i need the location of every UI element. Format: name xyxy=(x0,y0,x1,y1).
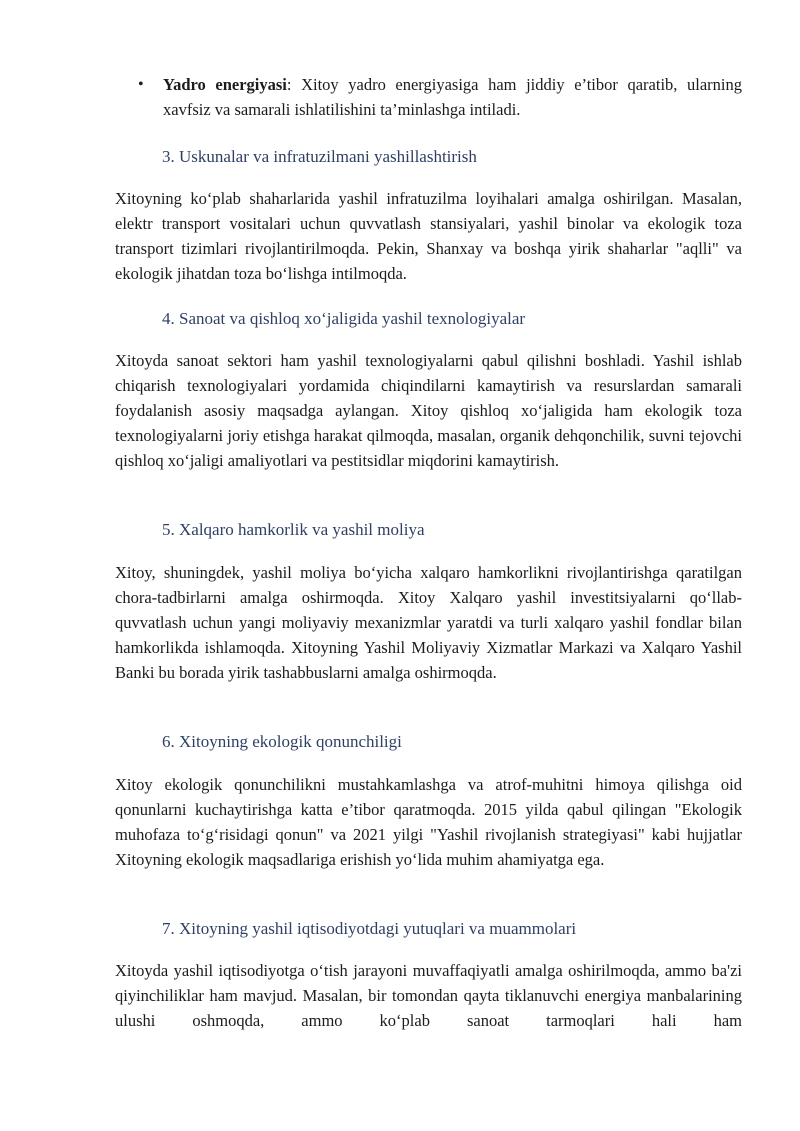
bullet-body: Xitoy yadro energiyasiga ham jiddiy e’tibor qaratib, ularning xavfsiz va samarali ishlatilishini ta’minlashga intiladi. xyxy=(163,75,742,119)
section-heading-3: 3. Uskunalar va infratuzilmani yashillashtirish xyxy=(162,147,477,166)
bullet-term: Yadro energiyasi xyxy=(163,75,287,94)
bullet-text xyxy=(163,72,742,122)
section-paragraph-5: Xitoy, shuningdek, yashil moliya bo‘yicha xalqaro hamkorlikni rivojlantirishga qaratilgan chora-tadbirlarni amalga oshirmoqda. Xitoy Xalqaro yashil investitsiyalarni qo‘llab-quvvatlash uchun yangi moliyaviy mexanizmlar yaratdi va turli xalqaro yashil fondlar bilan hamkorlikda ishlamoqda. Xitoyning Yashil Moliyaviy Xizmatlar Markazi va Xalqaro Yashil Banki bu borada yirik tashabbuslarni amalga oshirmoqda. xyxy=(115,563,742,682)
bullet-dot-icon: • xyxy=(138,76,144,93)
section-paragraph-3: Xitoyning ko‘plab shaharlarida yashil infratuzilma loyihalari amalga oshirilgan. Masalan, elektr transport vositalari uchun quvvatlash stansiyalari, yashil binolar va ekologik toza transport tizimlari rivojlantirilmoqda. Pekin, Shanxay va boshqa yirik shaharlar "aqlli" va ekologik jihatdan toza bo‘lishga intilmoqda. xyxy=(115,189,742,283)
section-heading-6: 6. Xitoyning ekologik qonunchiligi xyxy=(162,732,402,751)
section-paragraph-7: Xitoyda yashil iqtisodiyotga o‘tish jarayoni muvaffaqiyatli amalga oshirilmoqda, ammo ba'zi qiyinchiliklar ham mavjud. Masalan, bir tomondan qayta tiklanuvchi energiya manbalarining ulushi oshmoqda, ammo ko‘plab sanoat tarmoqlari hali ham xyxy=(115,961,742,1030)
section-paragraph-6: Xitoy ekologik qonunchilikni mustahkamlashga va atrof-muhitni himoya qilishga oid qonunlarni kuchaytirishga katta e’tibor qaratmoqda. 2015 yilda qabul qilingan "Ekologik muhofaza to‘g‘risidagi qonun" va 2021 yilgi "Yashil rivojlanish strategiyasi" kabi hujjatlar Xitoyning ekologik maqsadlariga erishish yo‘lida muhim ahamiyatga ega. xyxy=(115,775,742,869)
section-paragraph-4: Xitoyda sanoat sektori ham yashil texnologiyalarni qabul qilishni boshladi. Yashil ishlab chiqarish texnologiyalari yordamida chiqindilarni kamaytirish va resurslardan samarali foydalanish asosiy maqsadga aylangan. Xitoy qishloq xo‘jaligida ham ekologik toza texnologiyalarni joriy etishga harakat qilmoqda, masalan, organik dehqonchilik, suvni tejovchi qishloq xo‘jaligi amaliyotlari va pestitsidlar miqdorini kamaytirish. xyxy=(115,351,742,470)
bullet-item-nuclear-energy xyxy=(115,72,742,122)
section-heading-5: 5. Xalqaro hamkorlik va yashil moliya xyxy=(162,520,425,539)
section-heading-7: 7. Xitoyning yashil iqtisodiyotdagi yutuqlari va muammolari xyxy=(162,919,577,938)
section-heading-4: 4. Sanoat va qishloq xo‘jaligida yashil texnologiyalar xyxy=(162,309,526,328)
bullet-colon: : xyxy=(286,75,292,94)
